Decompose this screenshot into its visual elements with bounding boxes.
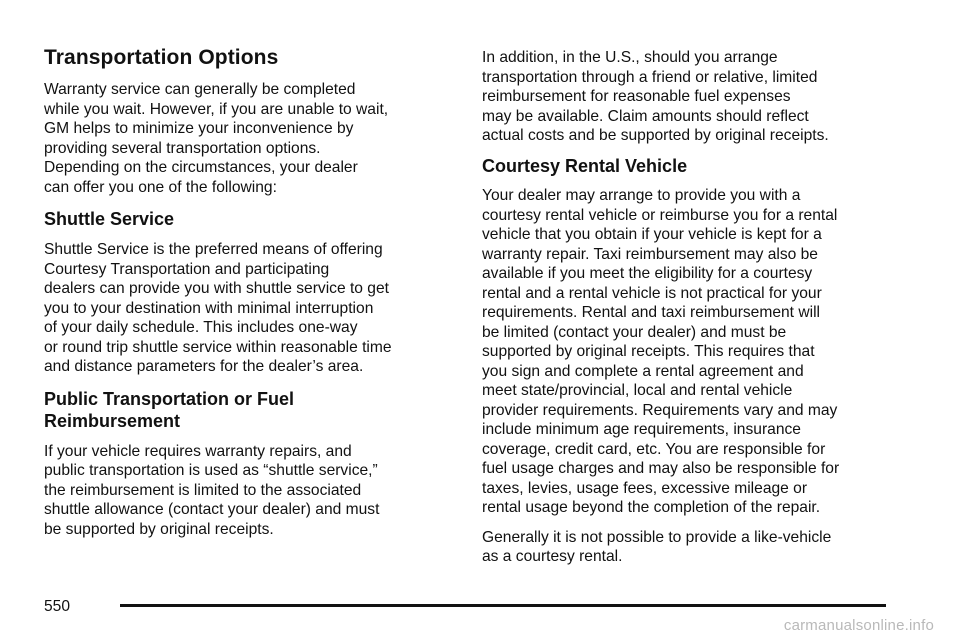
intro-paragraph: Warranty service can generally be completed while you wait. However, if you are unable to wait, GM helps to minimize your inconvenience by providing several transportation options. Depending on the circumstances, your dealer can offer you one of the following: xyxy=(44,81,389,196)
subheading-shuttle-service: Shuttle Service xyxy=(44,209,175,230)
fuel-reimbursement-paragraph: In addition, in the U.S., should you arrange transportation through a friend or relative, limited reimbursement for reasonable fuel expenses may be available. Claim amounts should reflect actual costs and be supported by original receipts. xyxy=(482,49,829,144)
subheading-public-transportation: Public Transportation or Fuel Reimbursement xyxy=(44,388,295,431)
courtesy-rental-paragraph: Your dealer may arrange to provide you with a courtesy rental vehicle or reimburse you for a rental vehicle that you obtain if your vehicle is kept for a warranty repair. Taxi reimbursement may also be available if you meet the eligibility for a courtesy rental and a rental vehicle is not practical for your requirements. Rental and taxi reimbursement will be limited (contact your dealer) and must be supported by original receipts. This requires that you sign and complete a rental agreement and meet state/provincial, local and rental vehicle provider requirements. Requirements vary and may include minimum age requirements, insurance coverage, credit card, etc. You are responsible for fuel usage charges and may also be responsible for taxes, levies, usage fees, excessive mileage or rental usage beyond the completion of the repair. xyxy=(482,187,840,517)
page-number: 550 xyxy=(44,598,71,615)
like-vehicle-paragraph: Generally it is not possible to provide a like-vehicle as a courtesy rental. xyxy=(482,528,832,566)
footer-divider xyxy=(120,604,886,607)
subheading-courtesy-rental-vehicle: Courtesy Rental Vehicle xyxy=(482,155,688,176)
watermark: carmanualsonline.info xyxy=(783,617,934,634)
section-heading-transportation-options: Transportation Options xyxy=(44,46,279,69)
right-column xyxy=(482,48,902,577)
public-transportation-paragraph: If your vehicle requires warranty repairs, and public transportation is used as “shuttle service,” the reimbursement is limited to the associated shuttle allowance (contact your dealer) and must be supported by original receipts. xyxy=(44,442,380,538)
left-column xyxy=(44,46,450,549)
shuttle-service-paragraph: Shuttle Service is the preferred means of offering Courtesy Transportation and participating dealers can provide you with shuttle service to get you to your destination with minimal interruption of your daily schedule. This includes one-way or round trip shuttle service within reasonable time and distance parameters for the dealer’s area. xyxy=(44,241,392,376)
